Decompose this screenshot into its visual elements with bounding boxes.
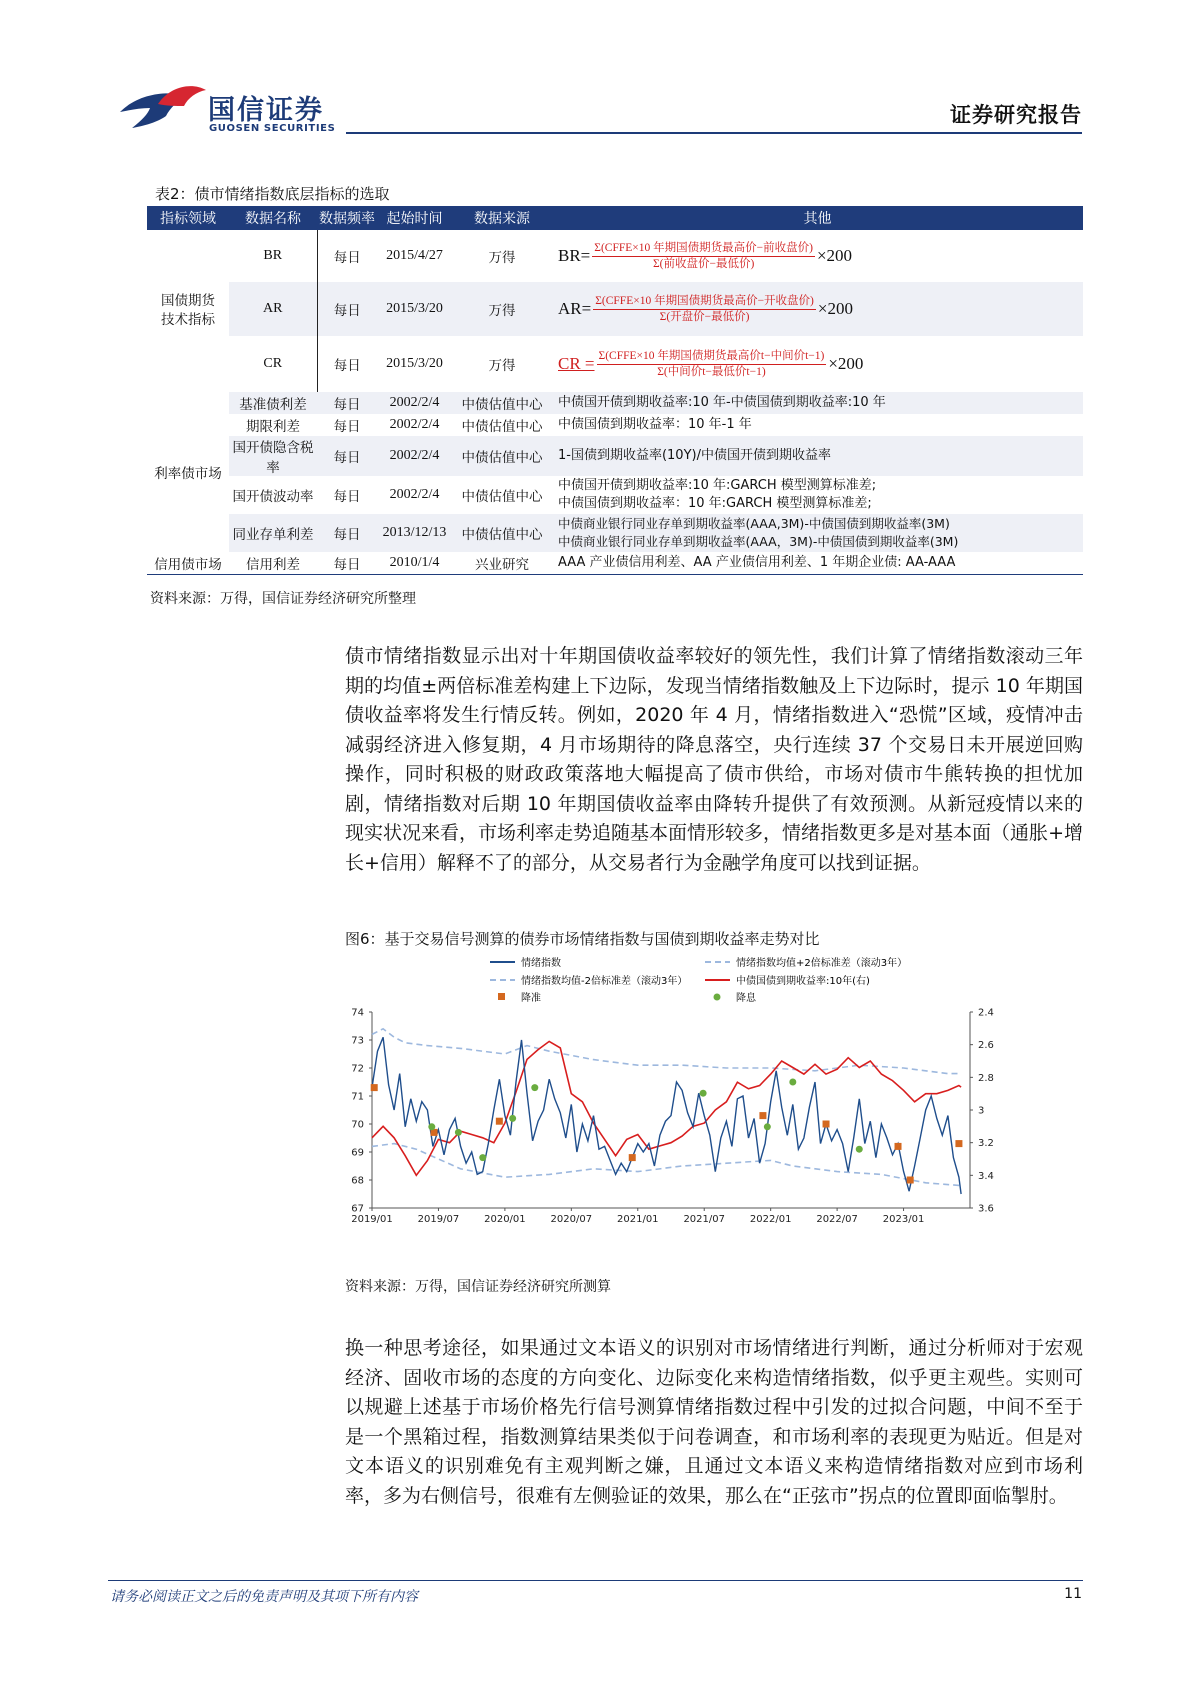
group-cell: 国债期货技术指标 [161, 293, 215, 328]
formula-cell [552, 230, 1083, 282]
data-source: 中债估值中心 [452, 392, 552, 414]
data-source: 中债估值中心 [461, 419, 543, 435]
y-left-tick-label: 70 [351, 1119, 364, 1131]
x-tick-label: 2022/07 [816, 1214, 858, 1225]
indicator-name: 同业存单利差 [229, 514, 317, 552]
start-date: 2002/2/4 [389, 487, 440, 502]
other-line: 中债商业银行同业存单到期收益率(AAA，3M)-中债国债到期收益率(3M) [558, 534, 959, 549]
table-row [147, 552, 1083, 574]
rate-cut-marker [479, 1154, 486, 1161]
indicator-name: BR [229, 230, 317, 282]
x-tick-label: 2023/01 [882, 1214, 925, 1225]
y-left-tick-label: 68 [351, 1175, 364, 1187]
table-header-row [147, 206, 1083, 230]
start-date: 2002/2/4 [377, 436, 452, 476]
y-right-tick-label: 2.4 [978, 1007, 994, 1019]
data-source: 中债估值中心 [452, 436, 552, 476]
rrr-cut-marker [759, 1112, 766, 1119]
indicator-name: 信用利差 [229, 552, 317, 574]
frequency: 每日 [317, 436, 377, 476]
series-yield-10y [372, 1041, 961, 1175]
sentiment-yield-chart [345, 950, 1083, 1250]
y-right-tick-label: 3.2 [978, 1138, 994, 1150]
table-row [147, 476, 1083, 514]
legend-label: 情绪指数均值-2倍标准差（滚动3年） [521, 976, 688, 987]
frequency: 每日 [333, 358, 361, 374]
frequency: 每日 [333, 419, 361, 435]
data-source: 兴业研究 [452, 552, 552, 574]
y-right-tick-label: 2.8 [978, 1072, 994, 1084]
other-cell: 1-国债到期收益率(10Y)/中债国开债到期收益率 [552, 436, 1083, 476]
x-tick-label: 2019/07 [417, 1214, 460, 1225]
start-date: 2002/2/4 [377, 392, 452, 414]
y-right-tick-label: 2.6 [978, 1040, 994, 1052]
indicator-table [147, 206, 1083, 575]
x-tick-label: 2020/07 [550, 1214, 593, 1225]
formula-multiplier: ×200 [828, 354, 864, 373]
body-paragraph-2: 换一种思考途径，如果通过文本语义的识别对市场情绪进行判断，通过分析师对于宏观经济、固收市场的态度的方向变化、边际变化来构造情绪指数，似乎更主观些。实则可以规避上述基于市场价格先行信号测算情绪指数过程中引发的过拟合问题，中间不至于是一个黑箱过程，指数测算结果类似于问卷调查，和市场利率的表现更为贴近。但是对文本语义的识别难免有主观判断之嫌，且通过文本语义来构造情绪指数对应到市场利率，多为右侧信号，很难有左侧验证的效果，那么在“正弦市”拐点的位置即面临掣肘。 [345, 1337, 1083, 1507]
formula-cell [552, 336, 1083, 392]
other-line: 中债国开债到期收益率:10 年:GARCH 模型测算标准差; [558, 478, 877, 493]
x-tick-label: 2021/01 [617, 1214, 659, 1225]
formula-denominator: Σ(开盘价−最低价) [659, 310, 750, 323]
series-lower-band [372, 1144, 961, 1186]
table-title: 表2：债市情绪指数底层指标的选取 [155, 185, 390, 203]
x-tick-label: 2019/01 [351, 1214, 393, 1225]
rrr-cut-marker [955, 1140, 962, 1147]
header-cell: 数据名称 [229, 206, 317, 230]
page-number: 11 [1064, 1586, 1082, 1602]
other-cell: AAA 产业债信用利差、AA 产业债信用利差、1 年期企业债: AA-AAA [552, 552, 1083, 574]
rate-cut-marker [531, 1084, 538, 1091]
series-upper-band [372, 1029, 961, 1074]
y-left-tick-label: 71 [351, 1091, 364, 1103]
legend-swatch-rrr [498, 993, 505, 1000]
formula-numerator: Σ(CFFE×10 年期国债期货最高价t−中间价t−1) [597, 349, 827, 365]
rate-cut-marker [700, 1090, 707, 1097]
frequency: 每日 [333, 250, 361, 266]
header-cell: 指标领域 [147, 206, 229, 230]
legend-swatch-rate [714, 994, 721, 1001]
formula-lhs: BR= [558, 246, 591, 265]
other-cell: 中债国开债到期收益率:10 年-中债国债到期收益率:10 年 [552, 392, 1083, 414]
formula-lhs: CR = [558, 354, 595, 373]
ar-formula [558, 294, 1081, 325]
legend-label: 中债国债到期收益率:10年(右) [736, 976, 870, 987]
table-row [147, 230, 1083, 282]
body-paragraph-1: 债市情绪指数显示出对十年期国债收益率较好的领先性，我们计算了情绪指数滚动三年期的均值±两倍标准差构建上下边际，发现当情绪指数触及上下边际时，提示 10 年期国债收益率将发生行情反转。例如，2020 年 4 月，情绪指数进入“恐慌”区域，疫情冲击减弱经济进入修复期，4 月市场期待的降息落空，央行连续 37 个交易日未开展逆回购操作，同时积极的财政政策落地大幅提高了债市供给，市场对债市牛熊转换的担忧加剧，情绪指数对后期 10 年期国债收益率由降转升提供了有效预测。从新冠疫情以来的现实状况来看，市场利率走势追随基本面情形较多，情绪指数更多是对基本面（通胀+增长+信用）解释不了的部分，从交易者行为金融学角度可以找到证据。 [345, 645, 1083, 874]
x-tick-label: 2020/01 [484, 1214, 526, 1225]
data-source: 中债估值中心 [452, 514, 552, 552]
header-cell: 起始时间 [377, 206, 452, 230]
y-left-tick-label: 74 [351, 1007, 364, 1019]
report-type: 证券研究报告 [950, 103, 1082, 127]
table-row [147, 436, 1083, 476]
figure-source: 资料来源：万得，国信证券经济研究所测算 [345, 1279, 611, 1295]
brand-name-cn: 国信证券 [208, 95, 324, 126]
data-source: 万得 [452, 282, 552, 336]
header-divider [346, 132, 1082, 134]
indicator-name: CR [229, 336, 317, 392]
y-left-tick-label: 73 [351, 1035, 364, 1047]
indicator-name: 基准债利差 [229, 392, 317, 414]
table-source: 资料来源：万得，国信证券经济研究所整理 [150, 591, 416, 607]
other-cell: 中债国债到期收益率：10 年-1 年 [558, 417, 752, 432]
x-tick-label: 2022/01 [749, 1214, 792, 1225]
rate-cut-marker [455, 1129, 462, 1136]
formula-numerator: Σ(CFFE×10 年期国债期货最高价−开收盘价) [593, 294, 816, 310]
other-line: 中债商业银行同业存单到期收益率(AAA,3M)-中债国债到期收益率(3M) [558, 516, 950, 531]
formula-cell [552, 282, 1083, 336]
y-left-tick-label: 67 [351, 1203, 364, 1215]
frequency: 每日 [317, 392, 377, 414]
group-cell: 信用债市场 [147, 552, 229, 574]
table-row [147, 392, 1083, 414]
rrr-cut-marker [895, 1143, 902, 1150]
chart-axes [351, 1008, 994, 1226]
y-right-tick-label: 3.4 [978, 1170, 994, 1182]
other-cell [552, 476, 1083, 514]
other-line: 中债国债到期收益率：10 年:GARCH 模型测算标准差; [558, 496, 872, 511]
header-cell: 其他 [552, 206, 1083, 230]
rrr-cut-marker [629, 1154, 636, 1161]
y-left-tick-label: 72 [351, 1063, 364, 1075]
group-cell: 利率债市场 [154, 466, 222, 482]
indicator-name: 国开债隐含税率 [229, 436, 317, 476]
chart-series [372, 1029, 961, 1194]
rrr-cut-marker [496, 1118, 503, 1125]
y-left-tick-label: 69 [351, 1147, 364, 1159]
legend-label: 情绪指数均值+2倍标准差（滚动3年） [736, 958, 908, 969]
legend-label: 降息 [736, 993, 756, 1004]
legend-label: 降准 [521, 993, 541, 1004]
rate-cut-marker [509, 1115, 516, 1122]
data-source: 中债估值中心 [461, 489, 543, 505]
rate-cut-marker [856, 1146, 863, 1153]
rrr-cut-marker [823, 1121, 830, 1128]
rrr-cut-marker [907, 1177, 914, 1184]
frequency: 每日 [317, 552, 377, 574]
table-row [147, 282, 1083, 336]
table-row [147, 514, 1083, 552]
formula-multiplier: ×200 [817, 299, 853, 318]
header-cell: 数据来源 [452, 206, 552, 230]
figure-title: 图6：基于交易信号测算的债券市场情绪指数与国债到期收益率走势对比 [345, 930, 820, 948]
indicator-name: 国开债波动率 [232, 489, 314, 505]
rate-cut-marker [789, 1079, 796, 1086]
frequency: 每日 [317, 514, 377, 552]
footer-disclaimer: 请务必阅读正文之后的免责声明及其项下所有内容 [110, 1589, 418, 1605]
brand-name-en: GUOSEN SECURITIES [209, 123, 336, 134]
data-source: 万得 [488, 358, 516, 374]
footer-divider [108, 1580, 1083, 1581]
frequency: 每日 [333, 489, 361, 505]
x-tick-label: 2021/07 [683, 1214, 725, 1225]
other-cell [552, 514, 1083, 552]
data-source: 万得 [488, 250, 516, 266]
indicator-name: AR [229, 282, 317, 336]
table-row [147, 336, 1083, 392]
y-right-tick-label: 3.6 [978, 1203, 994, 1215]
start-date: 2015/4/27 [386, 248, 443, 263]
frequency: 每日 [317, 282, 377, 336]
formula-multiplier: ×200 [816, 246, 853, 265]
formula-denominator: Σ(中间价t−最低价t−1) [657, 365, 766, 378]
series-sentiment [372, 1037, 961, 1194]
chart-legend [490, 956, 907, 1004]
rrr-cut-marker [371, 1084, 378, 1091]
rate-cut-marker [428, 1123, 435, 1130]
y-right-tick-label: 3 [978, 1105, 985, 1117]
start-date: 2015/3/20 [386, 356, 443, 371]
start-date: 2010/1/4 [377, 552, 452, 574]
rate-cut-marker [764, 1123, 771, 1130]
header-cell: 数据频率 [317, 206, 377, 230]
start-date: 2013/12/13 [377, 514, 452, 552]
br-formula [558, 241, 1081, 272]
table-row [147, 414, 1083, 436]
start-date: 2015/3/20 [377, 282, 452, 336]
start-date: 2002/2/4 [389, 417, 440, 432]
formula-numerator: Σ(CFFE×10 年期国债期货最高价−前收盘价) [592, 241, 815, 257]
cr-formula [558, 349, 1081, 380]
formula-denominator: Σ(前收盘价−最低价) [652, 257, 755, 270]
formula-lhs: AR= [558, 299, 592, 318]
indicator-name: 期限利差 [246, 419, 300, 435]
legend-label: 情绪指数 [521, 958, 561, 969]
